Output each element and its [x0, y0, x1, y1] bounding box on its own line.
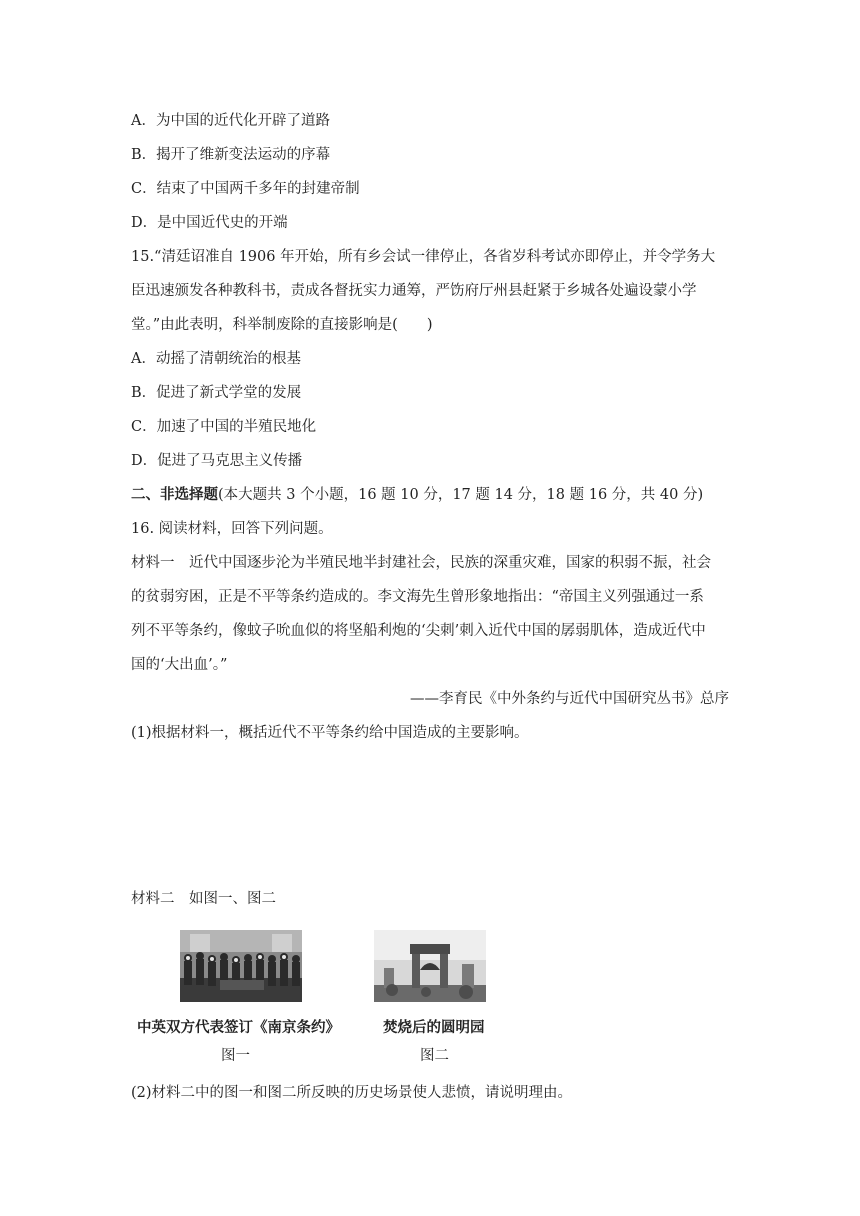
q16-intro: 16. 阅读材料，回答下列问题。 — [131, 521, 333, 537]
section-note: (本大题共 3 个小题，16 题 10 分，17 题 14 分，18 题 16 分，共 40 分) — [218, 487, 704, 503]
q15-stem-line-1: 15.“清廷诏准自 1906 年开始，所有乡会试一律停止，各省岁科考试亦即停止，并令学务大 — [131, 249, 716, 265]
material1-line-3: 列不平等条约，像蚊子吮血似的将坚船利炮的‘尖刺’刺入近代中国的孱弱肌体，造成近代中 — [131, 623, 706, 639]
figure2-label: 图二 — [420, 1048, 449, 1064]
material1-line-1: 材料一 近代中国逐步沦为半殖民地半封建社会，民族的深重灾难，国家的积弱不振，社会 — [131, 555, 711, 571]
q14-option-c: C．结束了中国两千多年的封建帝制 — [131, 181, 360, 197]
q14-option-b: B．揭开了维新变法运动的序幕 — [131, 147, 331, 163]
material2-label: 材料二 如图一、图二 — [131, 891, 276, 907]
q16-question-1: (1)根据材料一，概括近代不平等条约给中国造成的主要影响。 — [131, 725, 529, 741]
q15-option-d: D．促进了马克思主义传播 — [131, 453, 303, 469]
material1-line-2: 的贫弱穷困，正是不平等条约造成的。李文海先生曾形象地指出：“帝国主义列强通过一系 — [131, 589, 704, 605]
q15-option-b: B．促进了新式学堂的发展 — [131, 385, 302, 401]
q15-option-c: C．加速了中国的半殖民地化 — [131, 419, 317, 435]
q15-option-a: A．动摇了清朝统治的根基 — [131, 351, 301, 367]
figure1-caption: 中英双方代表签订《南京条约》 — [137, 1020, 340, 1036]
section-title: 二、非选择题 — [131, 486, 218, 503]
material1-line-4: 国的‘大出血’。” — [131, 657, 228, 673]
q14-option-a: A．为中国的近代化开辟了道路 — [131, 113, 330, 129]
figure1-label: 图一 — [221, 1048, 250, 1064]
treaty-signing-photo — [180, 930, 302, 1002]
q15-stem-line-2: 臣迅速颁发各种教科书，责成各督抚实力通筹，严饬府厅州县赶紧于乡城各处遍设蒙小学 — [131, 283, 697, 299]
figure2-caption: 焚烧后的圆明园 — [383, 1020, 485, 1036]
material1-source: ——李育民《中外条约与近代中国研究丛书》总序 — [410, 691, 729, 707]
q16-question-2: (2)材料二中的图一和图二所反映的历史场景使人悲愤，请说明理由。 — [131, 1085, 573, 1101]
q14-option-d: D．是中国近代史的开端 — [131, 215, 288, 231]
section-heading — [131, 485, 703, 505]
q15-stem-line-3: 堂。”由此表明，科举制废除的直接影响是( ) — [131, 317, 433, 333]
yuanmingyuan-ruins-photo — [374, 930, 486, 1002]
